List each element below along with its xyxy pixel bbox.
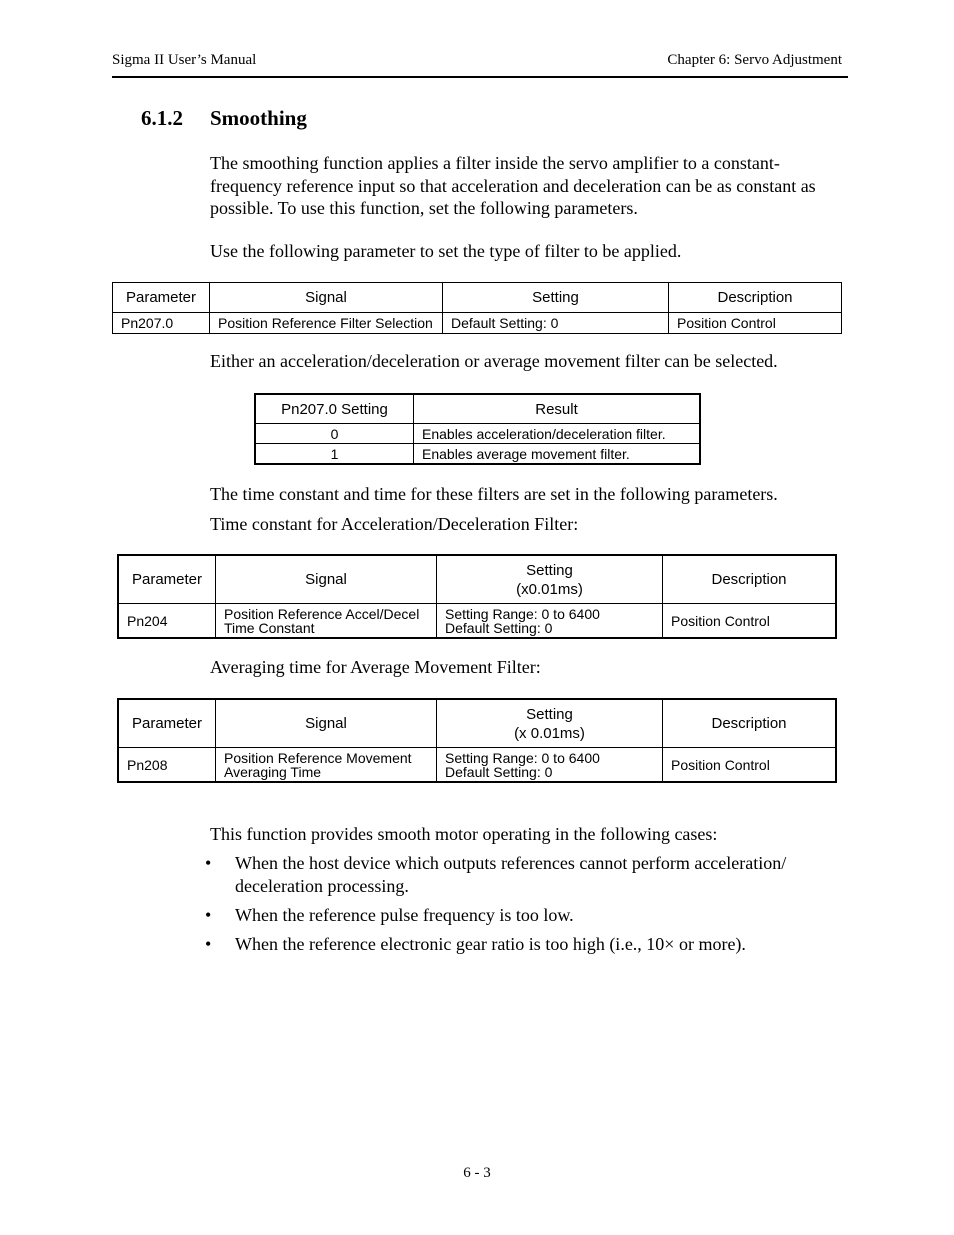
table-row (118, 604, 836, 639)
header-cell (437, 555, 663, 604)
table-cell: Enables average movement filter. (414, 444, 701, 465)
time-constant-paragraph: The time constant and time for these filters are set in the following parameters. (210, 484, 778, 504)
page-header (112, 52, 848, 78)
intro-line-2: frequency reference input so that acceleration and deceleration can be as constant as (210, 175, 816, 196)
table-cell (437, 604, 663, 639)
table-cell: Position Reference Filter Selection (210, 313, 443, 334)
table-cell (216, 604, 437, 639)
table-cell: Enables acceleration/deceleration filter. (414, 424, 701, 444)
section-heading (141, 106, 307, 131)
setting-result-table (254, 393, 701, 465)
header-cell (437, 699, 663, 748)
signal-line-1: Position Reference Accel/Decel (224, 605, 420, 622)
table-cell: Position Control (663, 604, 837, 639)
page-number: 6 - 3 (463, 1165, 491, 1181)
setting-header-line-2: (x0.01ms) (516, 580, 583, 598)
header-cell: Pn207.0 Setting (255, 394, 414, 424)
avg-filter-table (117, 698, 837, 783)
accel-filter-table (117, 554, 837, 639)
header-cell: Parameter (118, 699, 216, 748)
table-header-row (118, 555, 836, 604)
header-manual-title: Sigma II User’s Manual (112, 52, 257, 68)
use-param-paragraph: Use the following parameter to set the type of filter to be applied. (210, 241, 682, 261)
intro-line-1: The smoothing function applies a filter inside the servo amplifier to a constant- (210, 153, 780, 173)
avg-filter-label: Averaging time for Average Movement Filter: (210, 657, 541, 677)
bullet-symbol: • (205, 905, 212, 925)
table-header-row (255, 394, 700, 424)
header-cell: Setting (443, 283, 669, 313)
bullet-symbol: • (205, 934, 212, 954)
header-cell: Signal (216, 699, 437, 748)
table-row (255, 444, 700, 465)
table-cell: 1 (255, 444, 414, 465)
setting-header-line-1: Setting (526, 561, 573, 579)
table-cell: Position Control (669, 313, 842, 334)
default-setting: Default Setting: 0 (445, 619, 553, 636)
list-item-text: When the reference pulse frequency is too low. (235, 905, 574, 925)
signal-line-2: Averaging Time (224, 763, 322, 780)
intro-paragraph (210, 152, 845, 220)
header-cell: Description (663, 699, 837, 748)
table-cell: 0 (255, 424, 414, 444)
header-cell: Description (663, 555, 837, 604)
setting-range: Setting Range: 0 to 6400 (445, 605, 600, 622)
table-cell: Pn207.0 (113, 313, 210, 334)
table-cell: Pn208 (118, 748, 216, 783)
table-row (255, 424, 700, 444)
filter-type-table (112, 282, 842, 334)
signal-line-2: Time Constant (224, 619, 315, 636)
table-cell (437, 748, 663, 783)
table-cell (216, 748, 437, 783)
header-cell: Signal (210, 283, 443, 313)
list-item-line-1: When the host device which outputs references cannot perform acceleration/ (235, 853, 787, 873)
setting-header-line-1: Setting (526, 705, 573, 723)
table-cell: Pn204 (118, 604, 216, 639)
either-paragraph: Either an acceleration/deceleration or average movement filter can be selected. (210, 351, 778, 371)
intro-line-3: possible. To use this function, set the following parameters. (210, 198, 638, 218)
header-cell: Signal (216, 555, 437, 604)
table-cell: Default Setting: 0 (443, 313, 669, 334)
setting-header-line-2: (x 0.01ms) (514, 724, 585, 742)
accel-filter-label: Time constant for Acceleration/Deceleration Filter: (210, 514, 579, 534)
section-title: Smoothing (210, 106, 307, 130)
header-cell: Parameter (113, 283, 210, 313)
section-number: 6.1.2 (141, 106, 183, 130)
provides-paragraph: This function provides smooth motor operating in the following cases: (210, 824, 718, 844)
signal-line-1: Position Reference Movement (224, 749, 412, 766)
default-setting: Default Setting: 0 (445, 763, 553, 780)
header-chapter-title: Chapter 6: Servo Adjustment (667, 52, 842, 68)
header-cell: Result (414, 394, 701, 424)
table-cell: Position Control (663, 748, 837, 783)
bullet-symbol: • (205, 853, 212, 873)
list-item-text (235, 852, 845, 897)
setting-range: Setting Range: 0 to 6400 (445, 749, 600, 766)
table-row (118, 748, 836, 783)
table-header-row (118, 699, 836, 748)
header-cell: Parameter (118, 555, 216, 604)
list-item-line-2: deceleration processing. (235, 875, 409, 896)
table-row (113, 313, 842, 334)
header-cell: Description (669, 283, 842, 313)
list-item-text: When the reference electronic gear ratio is too high (i.e., 10× or more). (235, 934, 746, 954)
table-header-row (113, 283, 842, 313)
